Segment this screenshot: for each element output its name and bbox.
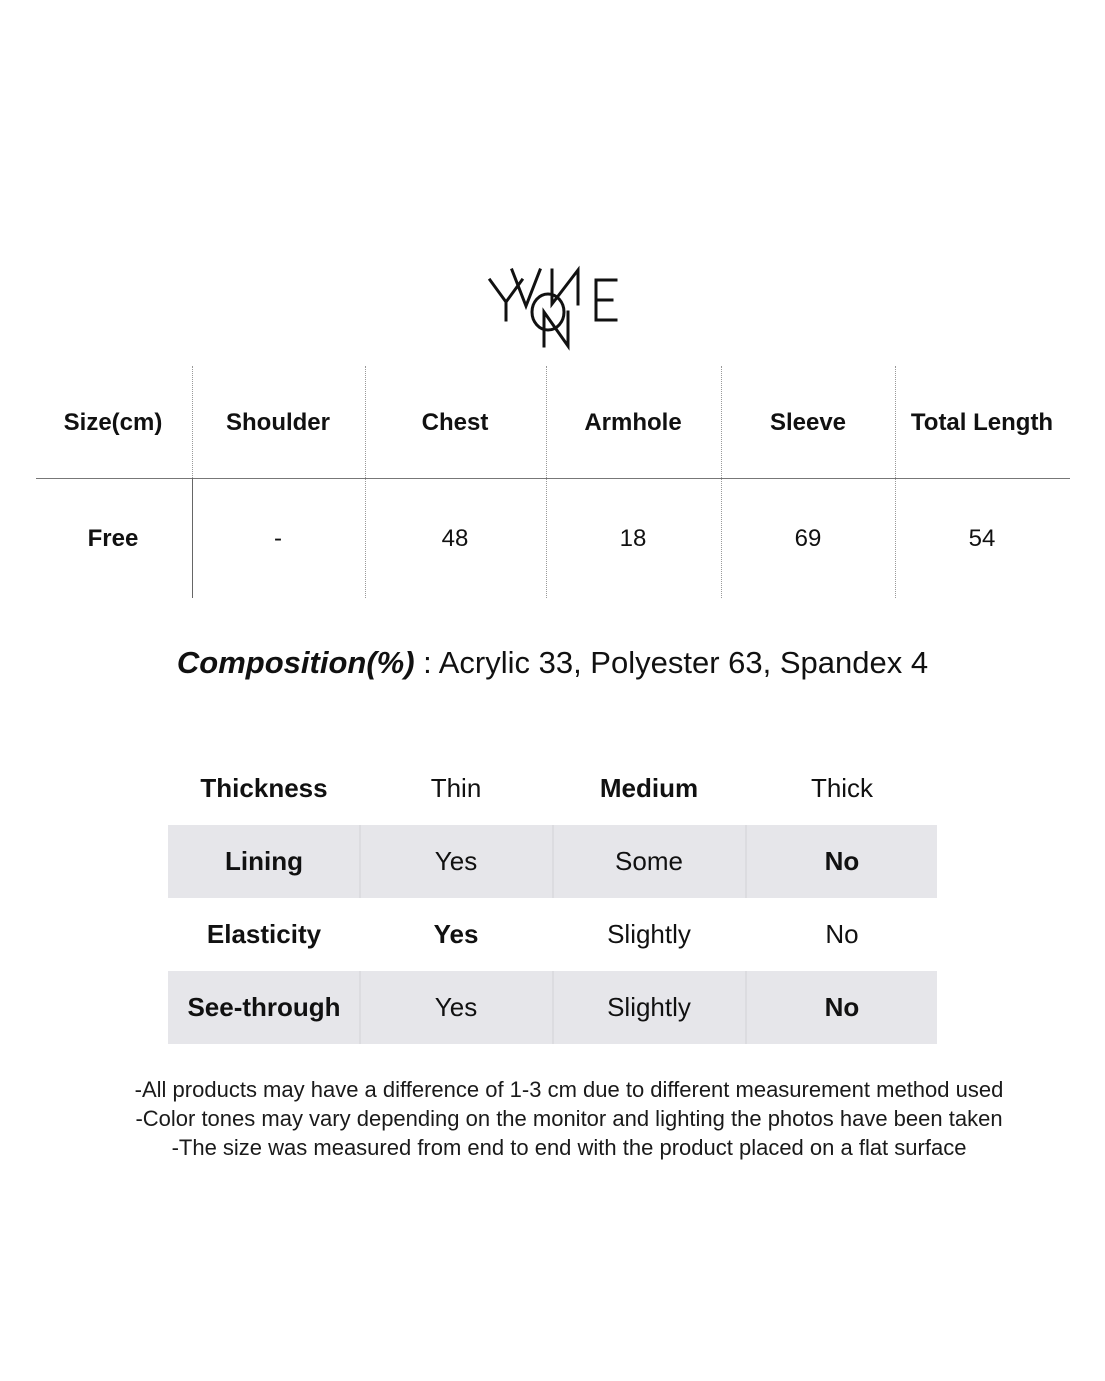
- fabric-row-label: Lining: [225, 846, 303, 876]
- size-table: [36, 366, 1070, 598]
- armhole-value: 18: [619, 525, 647, 552]
- composition-label: Composition(%): [176, 645, 415, 680]
- fabric-row: [168, 898, 937, 971]
- fabric-option-selected: No: [824, 992, 860, 1022]
- fabric-row: [168, 971, 937, 1044]
- column-divider: [546, 366, 547, 598]
- fabric-option: Thick: [810, 773, 874, 803]
- fabric-row: [168, 752, 937, 825]
- total-length-value: 54: [968, 525, 996, 552]
- fabric-row: [168, 825, 937, 898]
- fabric-row-label: See-through: [187, 992, 341, 1022]
- fabric-option: Thin: [430, 773, 482, 803]
- brand-logo: [482, 262, 624, 352]
- fabric-option: Slightly: [607, 992, 691, 1022]
- header-shoulder: Shoulder: [225, 409, 331, 436]
- fabric-option-selected: Medium: [599, 773, 699, 803]
- column-divider: [895, 366, 896, 598]
- header-sleeve: Sleeve: [769, 409, 847, 436]
- header-chest: Chest: [421, 409, 489, 436]
- composition-value: Acrylic 33, Polyester 63, Spandex 4: [438, 645, 929, 680]
- fabric-option-selected: Yes: [433, 919, 479, 949]
- column-divider: [721, 366, 722, 598]
- size-label: Free: [87, 525, 139, 552]
- fabric-option: Yes: [434, 846, 478, 876]
- note-line: -All products may have a difference of 1-3 cm due to different measurement method used: [134, 1077, 1004, 1102]
- fabric-row-label: Elasticity: [206, 919, 322, 949]
- shoulder-value: -: [274, 525, 282, 552]
- fabric-properties-table: [168, 752, 937, 1044]
- column-divider: [192, 366, 193, 478]
- header-total-length: Total Length: [910, 409, 1054, 436]
- header-armhole: Armhole: [584, 409, 682, 436]
- notes: [0, 1075, 1105, 1162]
- note-line: -The size was measured from end to end with the product placed on a flat surface: [171, 1135, 967, 1160]
- sleeve-value: 69: [794, 525, 822, 552]
- note-line: -Color tones may vary depending on the monitor and lighting the photos have been taken: [135, 1106, 1003, 1131]
- fabric-option: Some: [615, 846, 683, 876]
- composition-separator: :: [414, 645, 439, 680]
- fabric-row-label: Thickness: [200, 773, 328, 803]
- fabric-option: Yes: [434, 992, 478, 1022]
- row-label-divider: [192, 478, 193, 598]
- fabric-option-selected: No: [824, 846, 860, 876]
- composition-line: [0, 644, 1105, 682]
- brand-logo-mark: [482, 262, 624, 352]
- fabric-option: Slightly: [607, 919, 691, 949]
- header-size: Size(cm): [63, 409, 163, 436]
- column-divider: [365, 366, 366, 598]
- chest-value: 48: [441, 525, 469, 552]
- fabric-option: No: [825, 919, 859, 949]
